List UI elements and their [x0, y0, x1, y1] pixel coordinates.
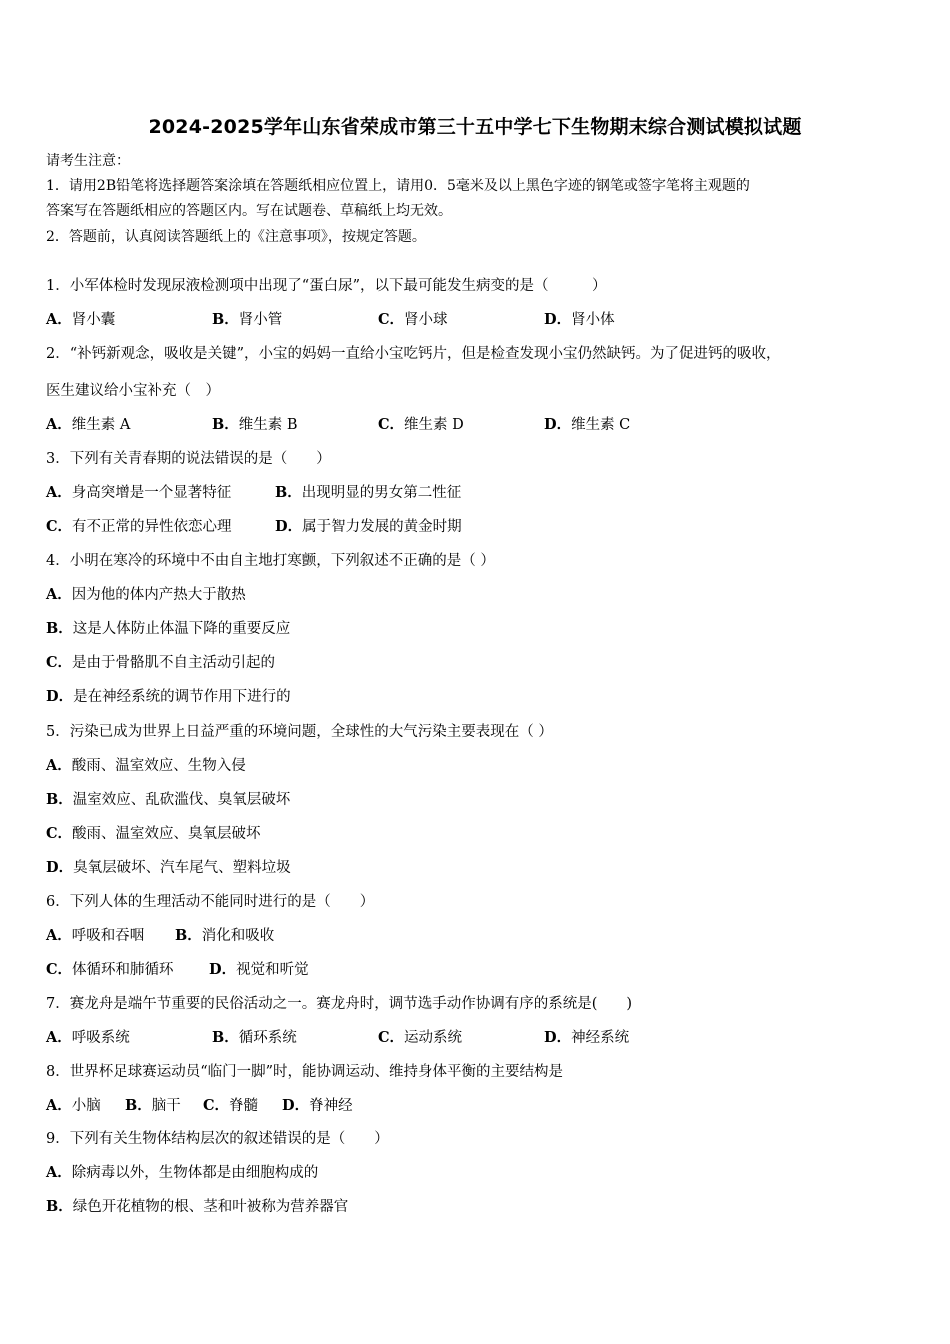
question-5-stem: 5．污染已成为世界上日益严重的环境问题，全球性的大气污染主要表现在（ ） — [46, 724, 553, 740]
option-text: 维生素 B — [238, 417, 298, 433]
option-letter: B． — [46, 1198, 73, 1215]
option-letter: B． — [46, 620, 73, 637]
notice-line-3: 2．答题前，认真阅读答题纸上的《注意事项》，按规定答题。 — [46, 229, 426, 245]
q2-option-c — [378, 415, 464, 435]
option-text: 肾小管 — [238, 312, 283, 328]
option-letter: A． — [46, 484, 72, 501]
option-letter: C． — [378, 416, 405, 433]
q7-option-c — [378, 1028, 462, 1048]
q5-option-b — [46, 790, 290, 810]
option-text: 维生素 A — [71, 417, 131, 433]
q8-option-d — [282, 1096, 353, 1116]
option-text: 视觉和听觉 — [236, 962, 309, 978]
q6-option-b — [175, 926, 274, 946]
option-letter: D． — [275, 518, 303, 535]
option-text: 维生素 C — [571, 417, 631, 433]
q8-option-b — [125, 1096, 181, 1116]
option-text: 属于智力发展的黄金时期 — [302, 519, 462, 535]
option-text: 脊神经 — [309, 1098, 353, 1114]
question-1-stem: 1．小军体检时发现尿液检测项中出现了“蛋白尿”，以下最可能发生病变的是（ ） — [46, 278, 607, 294]
q7-option-a — [46, 1028, 130, 1048]
option-letter: D． — [209, 961, 237, 978]
option-text: 除病毒以外，生物体都是由细胞构成的 — [71, 1165, 319, 1181]
q3-option-c — [46, 517, 232, 537]
notice-heading: 请考生注意： — [46, 153, 130, 169]
q4-option-b — [46, 619, 290, 639]
q6-option-c — [46, 960, 174, 980]
page-title: 2024-2025学年山东省荣成市第三十五中学七下生物期末综合测试模拟试题 — [148, 116, 802, 138]
q7-option-d — [544, 1028, 629, 1048]
option-letter: B． — [212, 1029, 239, 1046]
option-letter: B． — [125, 1097, 152, 1114]
option-letter: A． — [46, 1164, 72, 1181]
option-text: 出现明显的男女第二性征 — [301, 485, 462, 501]
option-letter: C． — [46, 518, 73, 535]
question-2-stem-2: 医生建议给小宝补充（ ） — [46, 383, 220, 399]
option-letter: A． — [46, 1097, 72, 1114]
option-text: 消化和吸收 — [201, 928, 275, 944]
option-letter: B． — [275, 484, 302, 501]
q1-option-c — [378, 310, 448, 330]
option-text: 脑干 — [151, 1098, 181, 1114]
option-text: 小脑 — [71, 1098, 101, 1114]
question-6-stem: 6．下列人体的生理活动不能同时进行的是（ ） — [46, 894, 375, 910]
option-text: 身高突增是一个显著特征 — [71, 485, 232, 501]
q2-option-a — [46, 415, 130, 435]
q5-option-c — [46, 824, 261, 844]
option-letter: A． — [46, 416, 72, 433]
option-text: 温室效应、乱砍滥伐、臭氧层破坏 — [72, 792, 291, 808]
option-letter: D． — [46, 859, 74, 876]
q8-option-c — [203, 1096, 258, 1116]
option-text: 呼吸系统 — [71, 1030, 130, 1046]
option-letter: B． — [212, 416, 239, 433]
notice-line-2: 答案写在答题纸相应的答题区内。写在试题卷、草稿纸上均无效。 — [46, 203, 452, 219]
option-letter: A． — [46, 586, 72, 603]
option-text: 因为他的体内产热大于散热 — [71, 587, 246, 603]
option-letter: D． — [46, 688, 74, 705]
q2-option-b — [212, 415, 298, 435]
q4-option-a — [46, 585, 246, 605]
option-letter: B． — [46, 791, 73, 808]
q3-option-b — [275, 483, 461, 503]
option-letter: A． — [46, 1029, 72, 1046]
option-letter: C． — [46, 654, 73, 671]
q3-option-a — [46, 483, 231, 503]
option-letter: B． — [212, 311, 239, 328]
question-8-stem: 8．世界杯足球赛运动员“临门一脚”时，能协调运动、维持身体平衡的主要结构是 — [46, 1064, 564, 1080]
option-text: 循环系统 — [238, 1030, 297, 1046]
option-text: 绿色开花植物的根、茎和叶被称为营养器官 — [72, 1199, 349, 1215]
q9-option-b — [46, 1197, 348, 1217]
option-text: 肾小球 — [404, 312, 448, 328]
option-letter: C． — [378, 1029, 405, 1046]
q5-option-a — [46, 756, 246, 776]
q8-option-a — [46, 1096, 101, 1116]
q1-option-d — [544, 310, 615, 330]
question-9-stem: 9．下列有关生物体结构层次的叙述错误的是（ ） — [46, 1131, 389, 1147]
option-text: 肾小囊 — [71, 312, 116, 328]
option-text: 呼吸和吞咽 — [71, 928, 145, 944]
q4-option-c — [46, 653, 275, 673]
question-4-stem: 4．小明在寒冷的环境中不由自主地打寒颤，下列叙述不正确的是（ ） — [46, 553, 495, 569]
option-letter: C． — [46, 825, 73, 842]
q5-option-d — [46, 858, 291, 878]
option-letter: C． — [46, 961, 73, 978]
q6-option-a — [46, 926, 144, 946]
option-letter: D． — [544, 311, 572, 328]
option-letter: B． — [175, 927, 202, 944]
q2-option-d — [544, 415, 630, 435]
option-letter: C． — [203, 1097, 230, 1114]
option-text: 运动系统 — [404, 1030, 463, 1046]
option-text: 是由于骨骼肌不自主活动引起的 — [72, 655, 276, 671]
option-text: 酸雨、温室效应、臭氧层破坏 — [72, 826, 261, 842]
option-letter: D． — [282, 1097, 310, 1114]
question-3-stem: 3．下列有关青春期的说法错误的是（ ） — [46, 451, 331, 467]
option-text: 体循环和肺循环 — [72, 962, 174, 978]
q1-option-b — [212, 310, 282, 330]
option-text: 是在神经系统的调节作用下进行的 — [73, 689, 291, 705]
option-text: 有不正常的异性依恋心理 — [72, 519, 232, 535]
option-text: 这是人体防止体温下降的重要反应 — [72, 621, 291, 637]
option-text: 神经系统 — [571, 1030, 630, 1046]
option-text: 肾小体 — [571, 312, 615, 328]
option-letter: D． — [544, 416, 572, 433]
q6-option-d — [209, 960, 309, 980]
question-7-stem: 7．赛龙舟是端午节重要的民俗活动之一。赛龙舟时，调节选手动作协调有序的系统是( ) — [46, 996, 633, 1012]
option-letter: A． — [46, 927, 72, 944]
option-text: 酸雨、温室效应、生物入侵 — [71, 758, 246, 774]
question-2-stem-1: 2．“补钙新观念，吸收是关键”，小宝的妈妈一直给小宝吃钙片，但是检查发现小宝仍然缺钙。为了促进钙的吸收， — [46, 346, 781, 362]
q7-option-b — [212, 1028, 297, 1048]
notice-line-1: 1．请用2B铅笔将选择题答案涂填在答题纸相应位置上，请用0．5毫米及以上黑色字迹的钢笔或签字笔将主观题的 — [46, 178, 750, 194]
option-letter: A． — [46, 757, 72, 774]
option-letter: D． — [544, 1029, 572, 1046]
option-text: 臭氧层破坏、汽车尾气、塑料垃圾 — [73, 860, 291, 876]
q3-option-d — [275, 517, 462, 537]
option-text: 维生素 D — [404, 417, 464, 433]
option-text: 脊髓 — [229, 1098, 259, 1114]
q9-option-a — [46, 1163, 318, 1183]
option-letter: C． — [378, 311, 405, 328]
option-letter: A． — [46, 311, 72, 328]
q4-option-d — [46, 687, 291, 707]
q1-option-a — [46, 310, 115, 330]
